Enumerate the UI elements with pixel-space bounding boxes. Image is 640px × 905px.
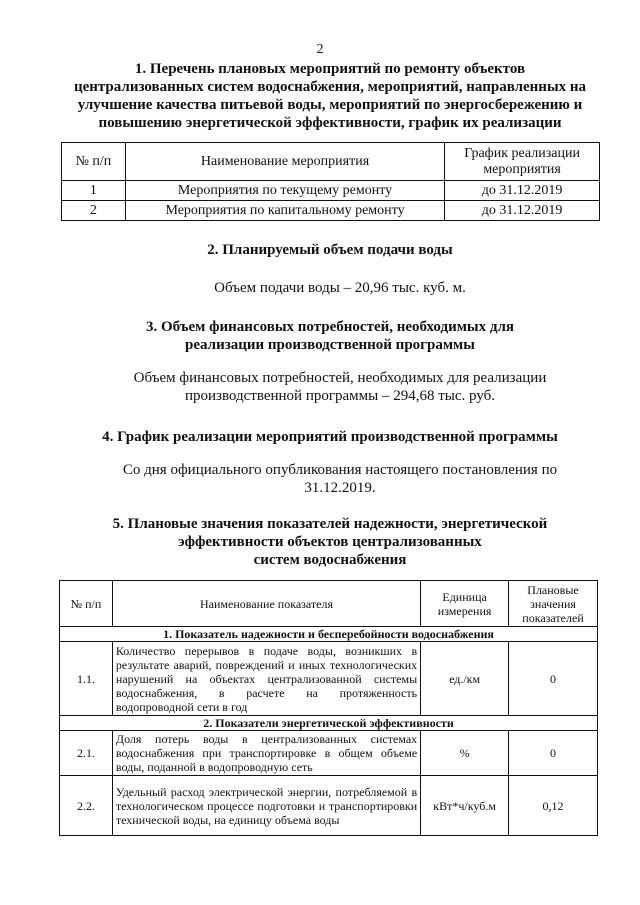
section4-text-line: 31.12.2019. — [304, 480, 376, 496]
table-section-title: 1. Показатель надежности и бесперебойности водоснабжения — [60, 627, 598, 642]
table-cell: 0,12 — [509, 776, 598, 836]
table-section-title: 2. Показатели энергетической эффективности — [60, 716, 598, 731]
header-cell: Наименование показателя — [112, 581, 420, 627]
table-cell: Доля потерь воды в централизованных системах водоснабжения при транспортировке в общем объеме воды, поданной в водопроводную сеть — [112, 731, 420, 776]
table-cell: Количество перерывов в подаче воды, возникших в результате аварий, повреждений и иных технологических нарушений на объектах централизованной системы водоснабжения, в расчете на протяженность водопроводной сети в год — [112, 642, 420, 716]
page-number: 2 — [316, 42, 324, 57]
table-cell: 0 — [509, 731, 598, 776]
table-cell: 2.2. — [60, 776, 113, 836]
section3-title-line: 3. Объем финансовых потребностей, необходимых для — [145, 319, 515, 335]
section5-title-line: систем водоснабжения — [253, 552, 407, 568]
header-cell: График реализации мероприятия — [445, 143, 600, 181]
section1-title-line: 1. Перечень плановых мероприятий по ремонту объектов — [134, 61, 526, 77]
table-row — [60, 642, 598, 716]
table-cell: 1 — [62, 181, 126, 201]
table-cell: 2 — [62, 201, 126, 221]
table-row — [62, 201, 600, 221]
section1-title-line: повышению энергетической эффективности, график их реализации — [98, 115, 562, 131]
section1-title-line: улучшение качества питьевой воды, мероприятий по энергосбережению и — [77, 97, 583, 113]
table-section-row — [60, 627, 598, 642]
table-cell: Удельный расход электрической энергии, потребляемой в технологическом процессе подготовки и транспортировки технической воды, на единицу объема воды — [112, 776, 420, 836]
section2-title: 2. Планируемый объем подачи воды — [207, 242, 453, 258]
section2-text: Объем подачи воды – 20,96 тыс. куб. м. — [214, 280, 466, 296]
header-cell: Единица измерения — [421, 581, 509, 627]
section5-title-line: 5. Плановые значения показателей надежности, энергетической — [112, 516, 548, 532]
section4-text-line: Со дня официального опубликования настоящего постановления по — [122, 462, 558, 478]
table-cell: до 31.12.2019 — [445, 201, 600, 221]
section3-text-line: Объем финансовых потребностей, необходимых для реализации — [133, 370, 547, 386]
table-cell: % — [421, 731, 509, 776]
section1-title-line: централизованных систем водоснабжения, мероприятий, направленных на — [73, 79, 587, 95]
table-cell: 2.1. — [60, 731, 113, 776]
section1-title — [60, 60, 600, 132]
table-row — [62, 181, 600, 201]
table-cell: Мероприятия по капитальному ремонту — [125, 201, 444, 221]
table-cell: кВт*ч/куб.м — [421, 776, 509, 836]
header-cell: Плановые значения показателей — [509, 581, 598, 627]
table-cell: ед./км — [421, 642, 509, 716]
activities-table — [61, 142, 600, 221]
section3-text-line: производственной программы – 294,68 тыс. руб. — [184, 388, 496, 404]
indicators-table — [59, 580, 598, 836]
section5-title — [60, 515, 600, 569]
table-header-row — [62, 143, 600, 181]
table-section-row — [60, 716, 598, 731]
table-row — [60, 731, 598, 776]
section3-title — [60, 318, 600, 354]
header-cell: Наименование мероприятия — [125, 143, 444, 181]
table-cell: 0 — [509, 642, 598, 716]
header-cell: № п/п — [60, 581, 113, 627]
table-row — [60, 776, 598, 836]
table-cell: до 31.12.2019 — [445, 181, 600, 201]
table-header-row — [60, 581, 598, 627]
table-cell: Мероприятия по текущему ремонту — [125, 181, 444, 201]
section3-text — [90, 369, 590, 405]
section5-title-line: эффективности объектов централизованных — [178, 534, 482, 550]
section3-title-line: реализации производственной программы — [185, 337, 475, 353]
section4-text — [90, 461, 590, 497]
section4-title: 4. График реализации мероприятий производственной программы — [102, 429, 558, 445]
table-cell: 1.1. — [60, 642, 113, 716]
header-cell: № п/п — [62, 143, 126, 181]
